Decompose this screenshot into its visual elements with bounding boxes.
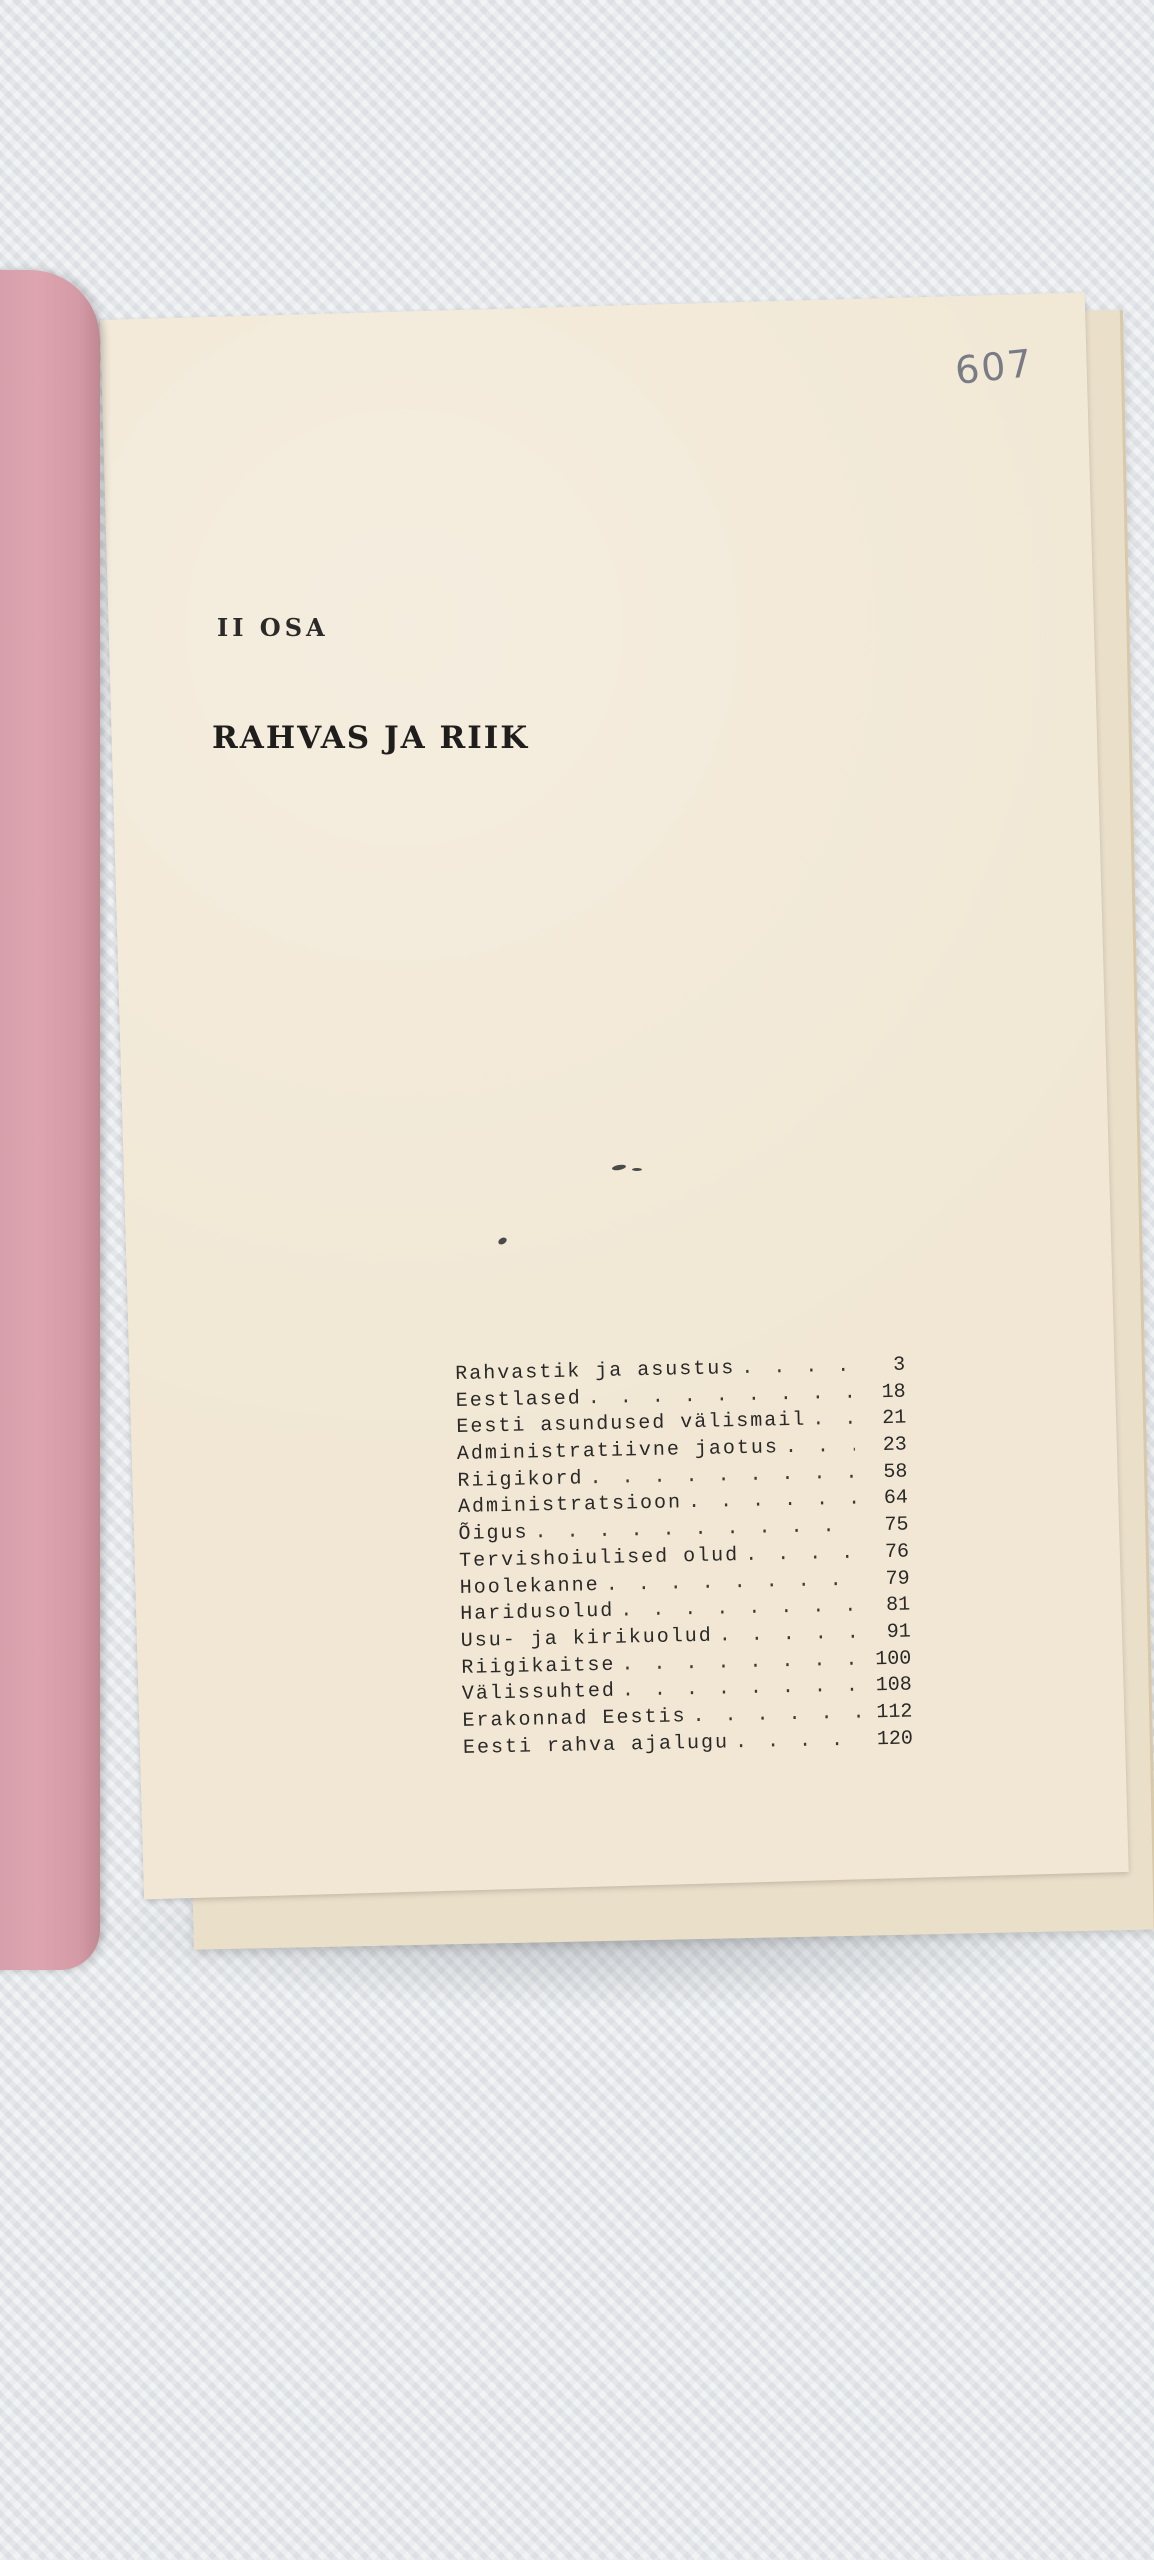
part-label: II OSA bbox=[217, 613, 329, 642]
toc-entry-page: 108 bbox=[875, 1673, 913, 1698]
toc-leader-dots bbox=[589, 1461, 855, 1490]
toc-entry-page: 100 bbox=[875, 1647, 912, 1671]
toc-entry-title: Õigus bbox=[458, 1521, 529, 1547]
toc-entry-page: 58 bbox=[883, 1460, 908, 1484]
toc-entry-page: 79 bbox=[885, 1567, 910, 1591]
toc-entry-title: Erakonnad Eestis bbox=[462, 1705, 687, 1733]
toc-entry-title: Rahvastik ja asustus bbox=[455, 1357, 736, 1386]
toc-entry-page: 23 bbox=[882, 1433, 908, 1458]
toc-entry-page: 112 bbox=[876, 1700, 913, 1725]
toc-leader-dots bbox=[605, 1568, 857, 1596]
toc-entry-page: 3 bbox=[892, 1353, 906, 1377]
pink-book-cover bbox=[0, 270, 100, 1970]
toc-leader-dots bbox=[785, 1435, 855, 1459]
toc-leader-dots bbox=[620, 1595, 858, 1623]
toc-entry-page: 18 bbox=[881, 1380, 906, 1404]
toc-leader-dots bbox=[688, 1488, 856, 1515]
toc-leader-dots bbox=[621, 1648, 859, 1676]
toc-entry-title: Riigikaitse bbox=[461, 1653, 616, 1680]
toc-entry-page: 120 bbox=[876, 1727, 914, 1751]
toc-leader-dots bbox=[745, 1541, 857, 1566]
toc-entry-page: 64 bbox=[883, 1486, 909, 1511]
toc-entry-title: Administratiivne jaotus bbox=[456, 1436, 780, 1467]
toc-entry-page: 91 bbox=[886, 1620, 911, 1644]
toc-entry-title: Eestlased bbox=[455, 1387, 583, 1413]
toc-entry-title: Välissuhted bbox=[461, 1679, 617, 1707]
toc-leader-dots bbox=[812, 1408, 854, 1432]
ink-speck bbox=[632, 1168, 642, 1171]
toc-entry-title: Eesti asundused välismail bbox=[456, 1409, 807, 1440]
toc-entry-page: 75 bbox=[884, 1513, 909, 1538]
toc-entry-title: Hoolekanne bbox=[459, 1573, 600, 1600]
toc-leader-dots bbox=[622, 1675, 860, 1703]
toc-leader-dots bbox=[741, 1355, 853, 1380]
toc-entry-title: Haridusolud bbox=[460, 1599, 615, 1627]
handwritten-page-number: 607 bbox=[952, 341, 1036, 393]
toc-entry-title: Eesti rahva ajalugu bbox=[462, 1730, 730, 1760]
part-title: RAHVAS JA RIIK bbox=[212, 720, 530, 756]
toc-entry-page: 21 bbox=[882, 1406, 907, 1431]
toc-entry-title: Riigikord bbox=[457, 1467, 584, 1493]
toc-entry-title: Tervishoiulised olud bbox=[458, 1543, 740, 1573]
toc-entry-page: 81 bbox=[885, 1593, 911, 1618]
table-of-contents bbox=[455, 1354, 913, 1764]
toc-entry-title: Usu- ja kirikuolud bbox=[460, 1624, 714, 1653]
toc-leader-dots bbox=[735, 1728, 861, 1754]
toc-leader-dots bbox=[692, 1702, 860, 1729]
toc-entry-title: Administratsioon bbox=[457, 1491, 683, 1520]
toc-leader-dots bbox=[588, 1381, 854, 1410]
toc-entry-page: 76 bbox=[884, 1540, 910, 1564]
toc-leader-dots bbox=[719, 1621, 859, 1647]
